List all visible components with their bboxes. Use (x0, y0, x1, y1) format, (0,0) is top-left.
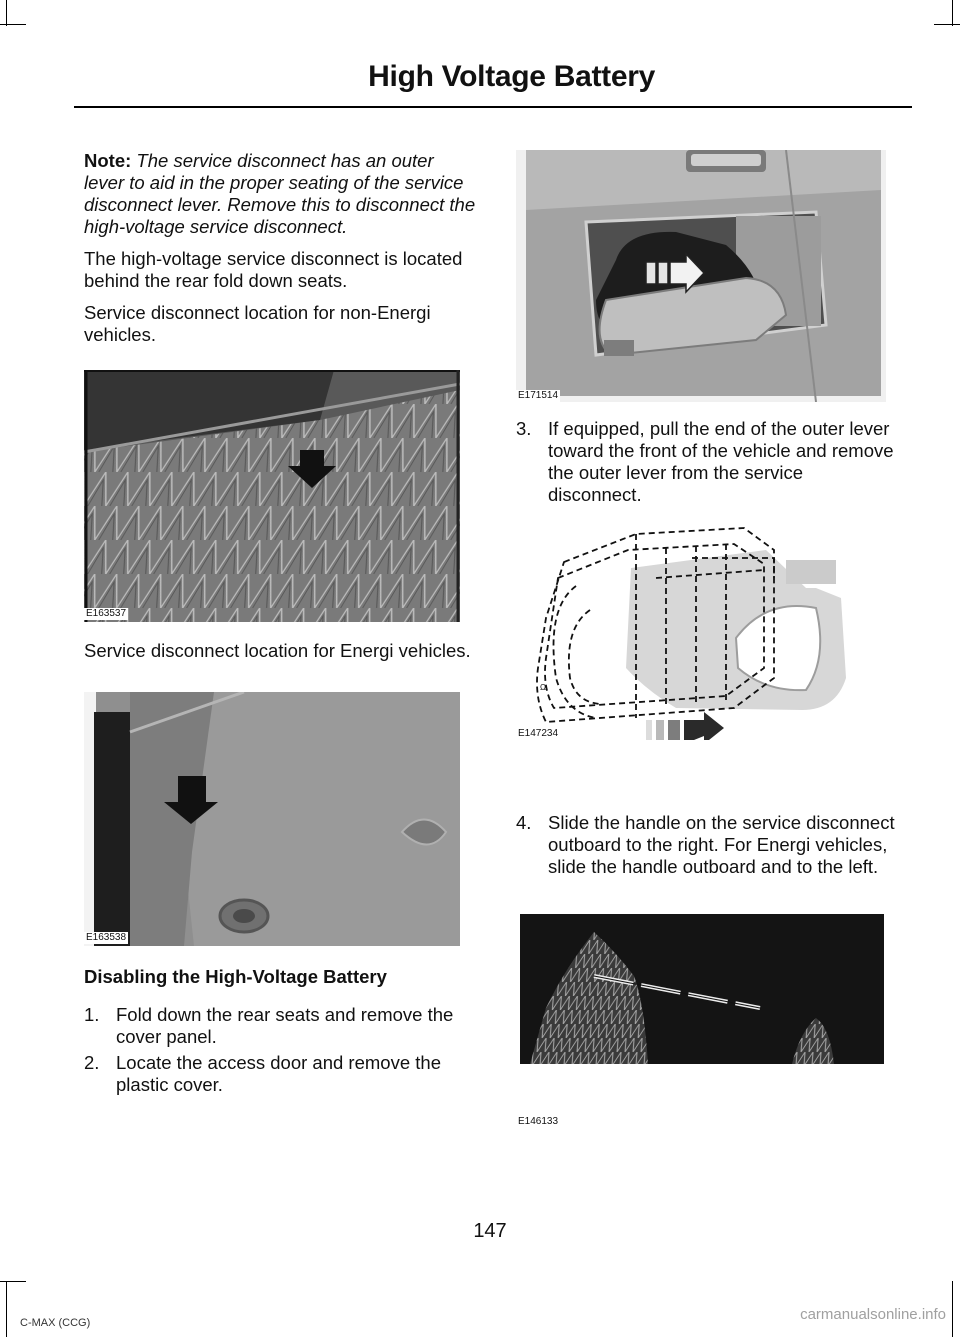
crop-mark-bottom-left-v (6, 1281, 7, 1337)
step-4 (516, 812, 896, 878)
figure-code-2: E163538 (86, 932, 127, 943)
energi-caption-wrap (84, 640, 476, 662)
crop-mark-top-right-h (934, 24, 960, 25)
step-text: If equipped, pull the end of the outer lever toward the front of the vehicle and remove the outer lever from the service disconnect. (548, 418, 894, 505)
figure-access-door-image (516, 150, 886, 402)
step-number: 4. (516, 812, 532, 833)
non-energi-caption: Service disconnect location for non-Energi vehicles. (84, 302, 431, 345)
left-column-text (84, 150, 476, 356)
note-label: Note: (84, 150, 132, 171)
figure-access-door (516, 150, 886, 402)
crop-mark-top-left-v (6, 0, 7, 26)
figure-outer-lever-image (516, 518, 886, 740)
figure-handle-slide-image (516, 912, 886, 1134)
watermark: carmanualsonline.info (800, 1306, 946, 1323)
figure-energi-location (84, 692, 460, 946)
energi-caption: Service disconnect location for Energi vehicles. (84, 640, 471, 661)
step-text: Slide the handle on the service disconnect outboard to the right. For Energi vehicles, slide the handle outboard and to the left. (548, 812, 895, 877)
step-number: 1. (84, 1004, 100, 1025)
title-divider (74, 106, 912, 108)
figure-non-energi-image (84, 370, 460, 622)
figure-code-3: E171514 (518, 390, 559, 401)
figure-handle-slide (516, 912, 886, 1134)
page-number: 147 (473, 1220, 507, 1242)
crop-mark-top-left-h (0, 24, 26, 25)
step-number: 3. (516, 418, 532, 439)
note-paragraph (84, 150, 476, 238)
figure-code-4: E147234 (518, 728, 559, 739)
step-1 (84, 1004, 476, 1048)
step-2 (84, 1052, 476, 1096)
step-text: Locate the access door and remove the plastic cover. (116, 1052, 441, 1095)
crop-mark-top-right-v (952, 0, 953, 26)
figure-code-5: E146133 (518, 1116, 559, 1127)
figure-non-energi-location (84, 370, 460, 622)
step-3 (516, 418, 896, 506)
figure-code-1: E163537 (86, 608, 127, 619)
crop-mark-bottom-left-h (0, 1281, 26, 1282)
figure-outer-lever (516, 518, 886, 740)
crop-mark-bottom-right-v (952, 1281, 953, 1337)
page-title: High Voltage Battery (368, 60, 655, 93)
model-code: C-MAX (CCG) (20, 1317, 91, 1329)
step-text: Fold down the rear seats and remove the cover panel. (116, 1004, 454, 1047)
step-number: 2. (84, 1052, 100, 1073)
section-heading: Disabling the High-Voltage Battery (84, 966, 387, 987)
location-paragraph: The high-voltage service disconnect is located behind the rear fold down seats. (84, 248, 463, 291)
svg-text:Ω: Ω (540, 683, 546, 692)
figure-energi-image (84, 692, 460, 946)
note-text: The service disconnect has an outer lever to aid in the proper seating of the service disconnect lever. Remove this to disconnect the high-voltage service disconnect. (84, 150, 476, 237)
